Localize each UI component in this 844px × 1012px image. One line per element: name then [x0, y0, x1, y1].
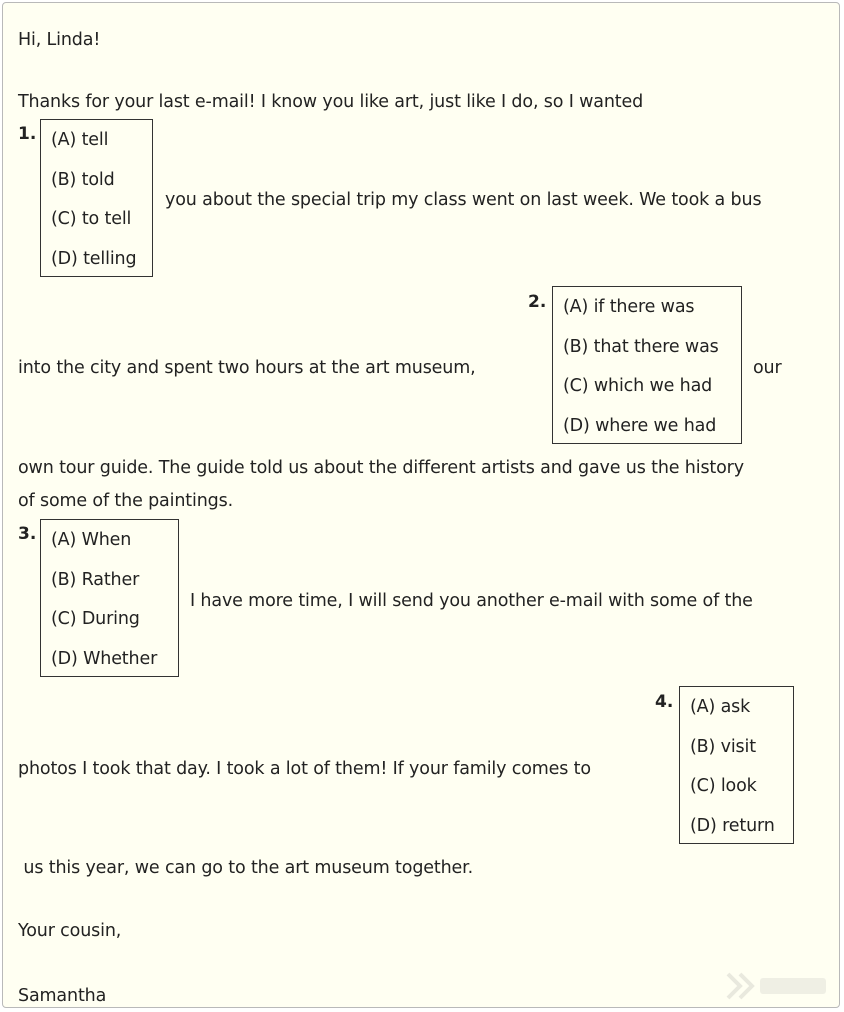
- question-number-1: 1.: [18, 124, 37, 144]
- q1-option-a[interactable]: (A) tell: [51, 130, 109, 150]
- signature: Samantha: [18, 986, 107, 1006]
- question-number-4: 4.: [655, 692, 674, 712]
- passage-line: you about the special trip my class went on last week. We took a bus: [165, 190, 762, 210]
- q1-option-b[interactable]: (B) told: [51, 170, 115, 190]
- question-1-options: [40, 119, 153, 277]
- passage-line: us this year, we can go to the art museum together.: [18, 858, 474, 878]
- q2-option-c[interactable]: (C) which we had: [563, 376, 713, 396]
- q4-option-d[interactable]: (D) return: [690, 816, 775, 836]
- passage-line: I have more time, I will send you another e-mail with some of the: [190, 591, 753, 611]
- q4-option-b[interactable]: (B) visit: [690, 737, 756, 757]
- passage-line: our: [753, 358, 782, 378]
- passage-line: into the city and spent two hours at the art museum,: [18, 358, 476, 378]
- passage-line: own tour guide. The guide told us about the different artists and gave us the history: [18, 458, 744, 478]
- q2-option-a[interactable]: (A) if there was: [563, 297, 695, 317]
- q4-option-a[interactable]: (A) ask: [690, 697, 751, 717]
- q2-option-d[interactable]: (D) where we had: [563, 416, 717, 436]
- watermark-logo-icon: [724, 968, 834, 1004]
- passage-line: photos I took that day. I took a lot of them! If your family comes to: [18, 759, 591, 779]
- passage-line: Thanks for your last e-mail! I know you like art, just like I do, so I wanted: [18, 92, 644, 112]
- question-3-options: [40, 519, 179, 677]
- q3-option-d[interactable]: (D) Whether: [51, 649, 158, 669]
- closing: Your cousin,: [18, 921, 122, 941]
- question-number-2: 2.: [528, 292, 547, 312]
- greeting: Hi, Linda!: [18, 30, 101, 50]
- q2-option-b[interactable]: (B) that there was: [563, 337, 719, 357]
- question-4-options: [679, 686, 794, 844]
- q1-option-d[interactable]: (D) telling: [51, 249, 137, 269]
- q3-option-c[interactable]: (C) During: [51, 609, 140, 629]
- question-number-3: 3.: [18, 524, 37, 544]
- passage-line: of some of the paintings.: [18, 491, 233, 511]
- question-2-options: [552, 286, 742, 444]
- q3-option-b[interactable]: (B) Rather: [51, 570, 140, 590]
- q1-option-c[interactable]: (C) to tell: [51, 209, 132, 229]
- q3-option-a[interactable]: (A) When: [51, 530, 132, 550]
- q4-option-c[interactable]: (C) look: [690, 776, 757, 796]
